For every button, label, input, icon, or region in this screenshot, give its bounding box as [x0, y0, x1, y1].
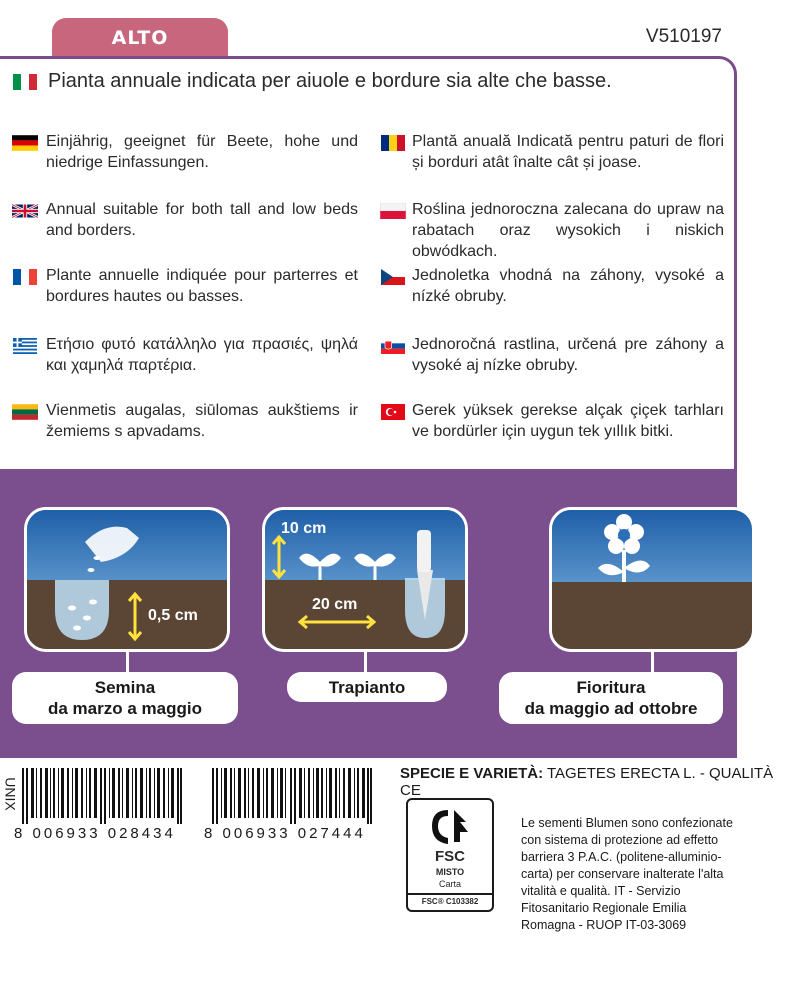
sowing-period: da marzo a maggio [48, 699, 202, 718]
uk-flag-icon [12, 203, 38, 219]
description-en: Annual suitable for both tall and low beds and borders. [46, 201, 358, 239]
fsc-tree-icon [428, 806, 472, 846]
description-fr: Plante annuelle indiquée pour parterres et bordures hautes ou basses. [46, 267, 358, 305]
species-line [400, 765, 792, 799]
barcode-1-number: 8 006933 028434 [14, 825, 176, 842]
species-value: TAGETES ERECTA L. - QUALITÀ CE [400, 765, 774, 799]
packaging-note: Le sementi Blumen sono confezionate con sistema di protezione ad effetto barriera 3 P.A.C. (politene-alluminio-carta) per conservare inalterate l'alta vitalità e qualità. IT - Servizio Fitosanitario Regionale Emilia Romagna - RUOP IT-03-3069 [521, 816, 733, 932]
italy-flag-icon [12, 74, 38, 90]
sowing-depth-label: 0,5 cm [148, 607, 198, 624]
fsc-name: FSC [435, 848, 465, 865]
fsc-code: FSC® C103382 [408, 893, 492, 906]
france-flag-icon [12, 269, 38, 285]
product-code: V510197 [645, 26, 722, 47]
fsc-carta: Carta [438, 879, 461, 889]
description-de: Einjährig, geeignet für Beete, hohe und niedrige Einfassungen. [46, 133, 358, 171]
germany-flag-icon [12, 135, 38, 151]
species-label: SPECIE E VARIETÀ: [400, 765, 544, 782]
transplant-title: Trapianto [328, 678, 406, 697]
slovakia-flag-icon [380, 338, 406, 354]
variety-tab: ALTO [52, 18, 228, 58]
description-ro: Plantă anuală Indicată pentru paturi de flori și borduri atât înalte cât și joase. [412, 133, 724, 171]
flowering-illustration [549, 507, 755, 652]
barcode-2-number: 8 006933 027444 [204, 825, 366, 842]
transplant-height-label: 10 cm [281, 520, 327, 537]
description-lt: Vienmetis augalas, siūlomas aukštiems ir žemiems s apvadams. [46, 402, 358, 440]
transplant-spacing-label: 20 cm [312, 596, 358, 613]
flowering-label [499, 672, 723, 724]
sowing-label [12, 672, 238, 724]
sowing-title: Semina [94, 678, 156, 697]
description-pl: Roślina jednoroczna zalecana do upraw na rabatach oraz wysokich i niskich obwódkach. [412, 201, 724, 260]
description-sk: Jednoročná rastlina, určená pre záhony a vysoké aj nízke obruby. [412, 336, 724, 374]
transplant-label [287, 672, 447, 702]
romania-flag-icon [380, 135, 406, 151]
description-tr: Gerek yüksek gerekse alçak çiçek tarhları ve bordürler için uygun tek yıllık bitki. [412, 402, 724, 440]
fsc-logo [406, 798, 494, 912]
lead-description: Pianta annuale indicata per aiuole e bordure sia alte che basse. [48, 70, 612, 92]
lithuania-flag-icon [12, 404, 38, 420]
flowering-period: da maggio ad ottobre [524, 699, 698, 718]
barcode-1 [22, 768, 182, 824]
turkey-flag-icon [380, 404, 406, 420]
greece-flag-icon [12, 338, 38, 354]
poland-flag-icon [380, 203, 406, 219]
description-el: Ετήσιο φυτό κατάλληλο για πρασιές, ψηλά και χαμηλά παρτέρια. [46, 336, 358, 374]
fsc-misto: MISTO [435, 867, 465, 877]
description-cz: Jednoletka vhodná na záhony, vysoké a nízké obruby. [412, 267, 724, 305]
flowering-title: Fioritura [576, 678, 646, 697]
czech-flag-icon [380, 269, 406, 285]
sowing-illustration [24, 507, 230, 652]
unix-label: UNIX [2, 777, 19, 811]
barcode-2 [212, 768, 372, 824]
